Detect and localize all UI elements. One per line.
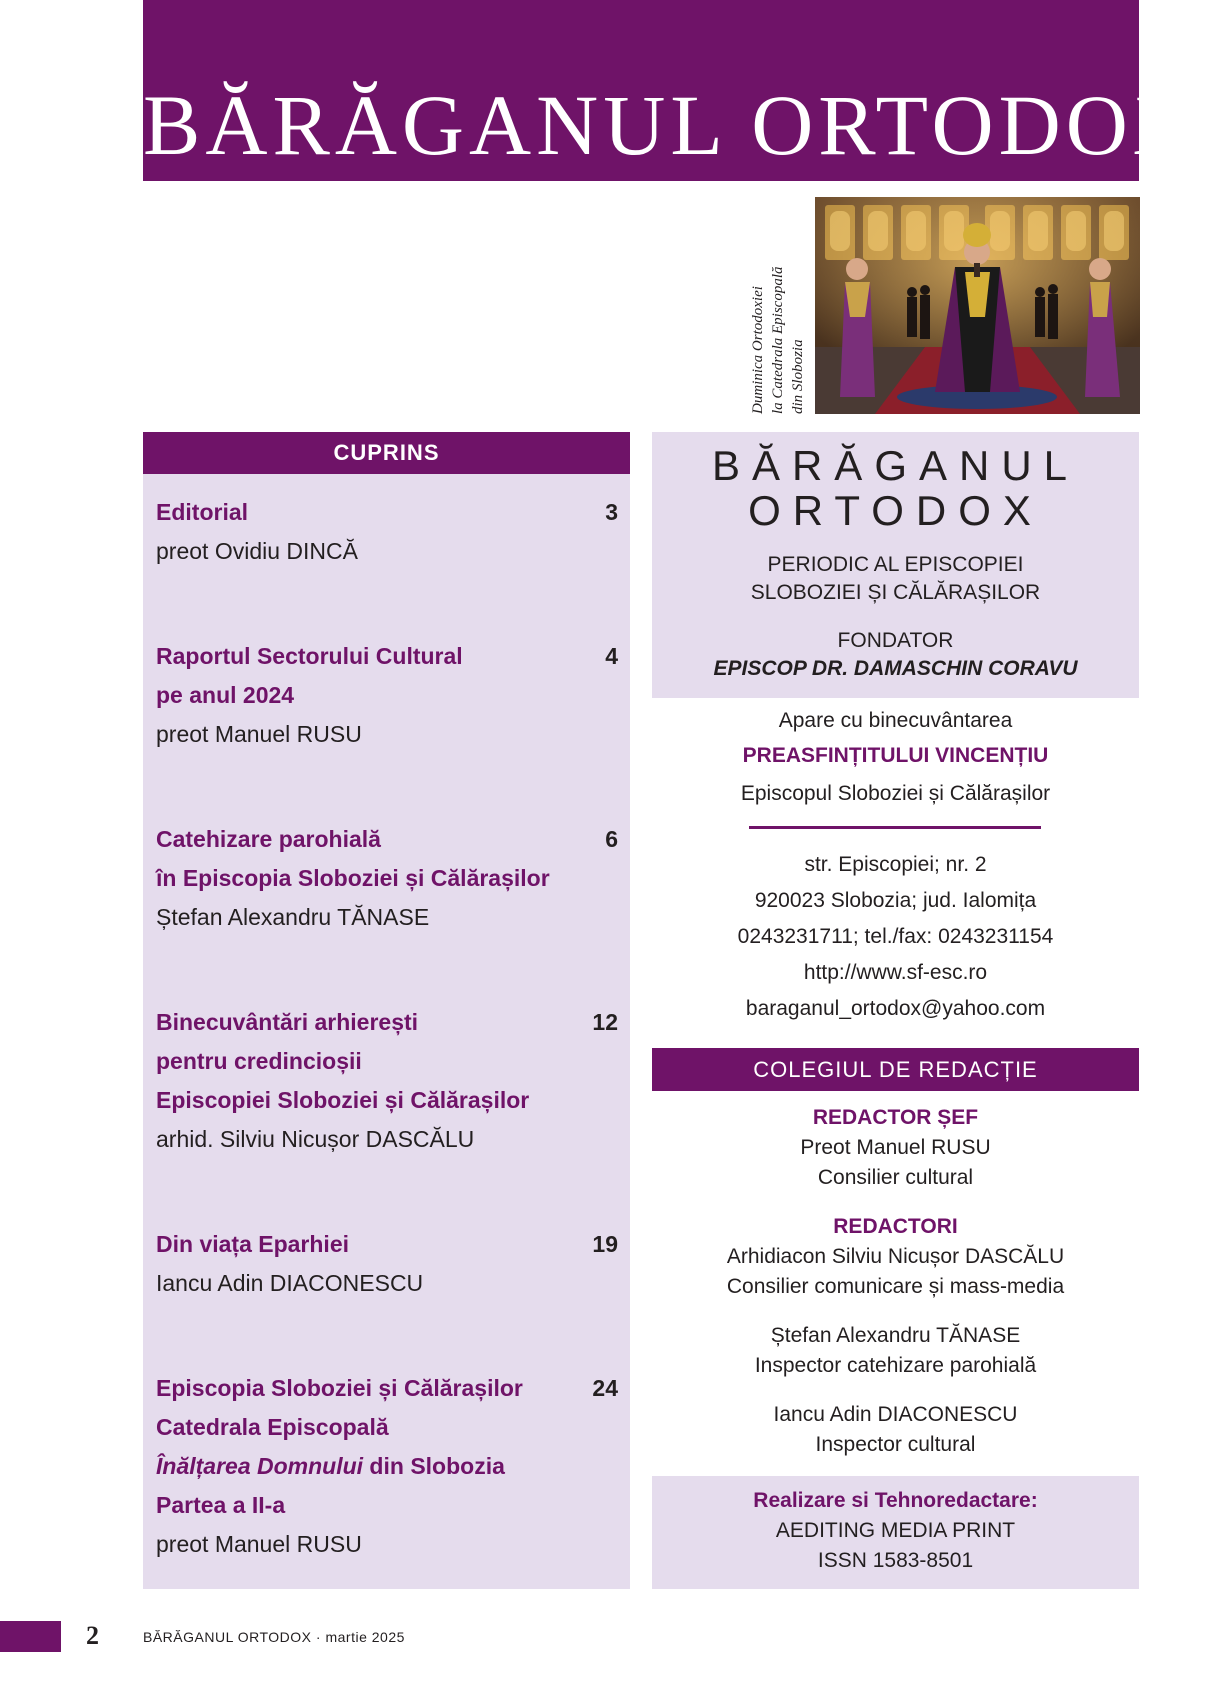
- footer-publication: BĂRĂGANUL ORTODOX: [143, 1629, 312, 1645]
- toc-entry-title: Binecuvântări arhierești: [156, 1009, 419, 1035]
- editor-name: Arhidiacon Silviu Nicușor DASCĂLU: [726, 1245, 1065, 1268]
- publication-title: BĂRĂGANUL: [711, 442, 1080, 489]
- publication-title: ORTODOX: [748, 487, 1043, 534]
- toc-entry[interactable]: [156, 1225, 618, 1303]
- toc-entry-title: pe anul 2024: [156, 682, 295, 708]
- cathedral-photo: [815, 197, 1140, 414]
- toc-entry[interactable]: [156, 820, 618, 937]
- contact-phone: 0243231711; tel./fax: 0243231154: [737, 925, 1054, 948]
- blessing-name: PREASFINȚITULUI VINCENȚIU: [742, 744, 1049, 767]
- editor-name: Ștefan Alexandru TĂNASE: [770, 1324, 1021, 1347]
- toc-entry-title: [156, 1447, 618, 1486]
- founder-label: FONDATOR: [837, 629, 954, 652]
- toc-entry-title: pentru credincioșii: [156, 1048, 362, 1074]
- toc-entry-title: Episcopia Sloboziei și Călărașilor: [156, 1375, 523, 1401]
- toc-entry-title: Din viața Eparhiei: [156, 1231, 350, 1257]
- contact-address: 920023 Slobozia; jud. Ialomița: [754, 889, 1037, 912]
- divider: [749, 826, 1041, 829]
- toc-entry[interactable]: [156, 493, 618, 571]
- editor-role: Consilier comunicare și mass-media: [726, 1275, 1065, 1298]
- toc-entry-title: Catehizare parohială: [156, 826, 381, 852]
- toc-entry-page: 12: [592, 1009, 618, 1035]
- publication-subtitle: SLOBOZIEI ȘI CĂLĂRAȘILOR: [750, 581, 1041, 604]
- toc-entry-title-italic: Înălțarea Domnului: [156, 1453, 364, 1479]
- editor-name: Iancu Adin DIACONESCU: [773, 1403, 1018, 1426]
- toc-entry-title: Episcopiei Sloboziei și Călărașilor: [156, 1087, 530, 1113]
- toc-entry-author: arhid. Silviu Nicușor DASCĂLU: [156, 1126, 475, 1152]
- toc-entry-author: Ștefan Alexandru TĂNASE: [156, 904, 430, 930]
- photo-caption-line: Duminica Ortodoxiei: [749, 286, 766, 414]
- toc-entry-page: 4: [605, 643, 618, 669]
- masthead-title: BĂRĂGANUL ORTODOX: [143, 77, 1200, 173]
- publication-subtitle: PERIODIC AL EPISCOPIEI: [767, 553, 1024, 576]
- production-company: AEDITING MEDIA PRINT: [775, 1519, 1016, 1542]
- toc-entry-author: Iancu Adin DIACONESCU: [156, 1270, 424, 1296]
- toc-entry-author: preot Manuel RUSU: [156, 1531, 362, 1557]
- editor-role: Inspector catehizare parohială: [754, 1354, 1037, 1377]
- founder-name: EPISCOP DR. DAMASCHIN CORAVU: [713, 657, 1078, 680]
- toc-entry-title: Raportul Sectorului Cultural: [156, 643, 463, 669]
- toc-entry[interactable]: [156, 1369, 618, 1564]
- chief-editor-name: Preot Manuel RUSU: [800, 1136, 991, 1159]
- footer-issue: · martie 2025: [315, 1629, 405, 1645]
- toc-panel: [143, 432, 630, 1589]
- photo-caption-line: din Slobozia: [789, 339, 806, 414]
- contact-address: str. Episcopiei; nr. 2: [804, 853, 987, 876]
- contact-website[interactable]: http://www.sf-esc.ro: [803, 961, 988, 984]
- toc-entry-title-rest: din Slobozia: [363, 1453, 505, 1479]
- chief-editor-role: Consilier cultural: [817, 1166, 974, 1189]
- toc-entry-page: 3: [605, 499, 618, 525]
- toc-entry-author: preot Ovidiu DINCĂ: [156, 538, 358, 564]
- blessing-line: Apare cu binecuvântarea: [778, 709, 1013, 732]
- chief-editor-label: REDACTOR ȘEF: [812, 1106, 979, 1129]
- blessing-line: Episcopul Sloboziei și Călărașilor: [740, 782, 1051, 805]
- toc-entry-page: 6: [605, 826, 618, 852]
- photo-caption: [740, 194, 815, 414]
- toc-entry-page: 19: [592, 1231, 618, 1257]
- toc-entry-page: 24: [592, 1375, 618, 1401]
- footer-text: [143, 1627, 405, 1647]
- editorial-board-header: COLEGIUL DE REDACȚIE: [652, 1048, 1139, 1091]
- toc-entry[interactable]: [156, 1003, 618, 1159]
- footer-accent-bar: [0, 1621, 61, 1652]
- editor-role: Inspector cultural: [815, 1433, 976, 1456]
- page-number: 2: [86, 1621, 99, 1650]
- masthead-banner: [143, 0, 1200, 181]
- editors-label: REDACTORI: [833, 1215, 958, 1238]
- toc-entry-title: în Episcopia Sloboziei și Călărașilor: [156, 865, 550, 891]
- toc-header: CUPRINS: [143, 432, 630, 474]
- toc-entry-title: Partea a II-a: [156, 1492, 286, 1518]
- production-issn: ISSN 1583-8501: [817, 1549, 974, 1572]
- toc-entry-title: Editorial: [156, 499, 249, 525]
- photo-caption-line: la Catedrala Episcopală: [769, 266, 786, 414]
- contact-email[interactable]: baraganul_ortodox@yahoo.com: [745, 997, 1046, 1020]
- production-label: Realizare si Tehnoredactare:: [753, 1489, 1038, 1512]
- publication-box: [652, 432, 1139, 698]
- toc-entry-title: Catedrala Episcopală: [156, 1414, 389, 1440]
- toc-entry-author: preot Manuel RUSU: [156, 721, 362, 747]
- toc-entry[interactable]: [156, 637, 618, 754]
